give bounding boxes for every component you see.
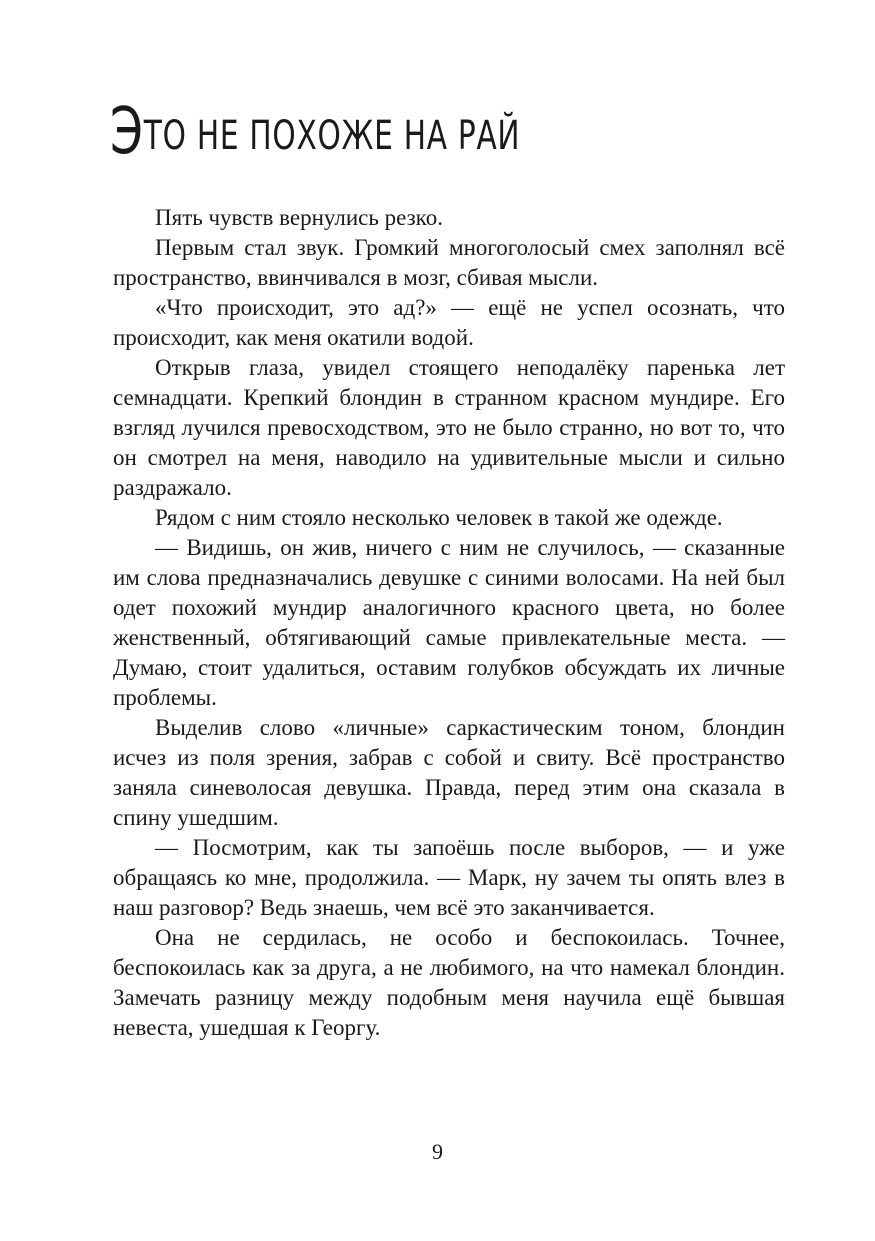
paragraph: Выделив слово «личные» саркастическим тоном, блондин исчез из поля зрения, забрав с собой и свиту. Всё пространство заняла синеволосая девушка. Правда, перед этим она сказала в спину ушедшим. xyxy=(113,715,785,830)
paragraph: «Что происходит, это ад?» — ещё не успел осознать, что происходит, как меня окатили водой. xyxy=(113,295,785,350)
page-number: 9 xyxy=(432,1139,443,1164)
chapter-body xyxy=(113,203,785,1043)
paragraph: — Видишь, он жив, ничего с ним не случилось, — сказанные им слова предназначались девушке с синими волосами. На ней был одет похожий мундир аналогичного красного цвета, но более женственный, обтягивающий самые привлекательные места. — Думаю, стоит удалиться, оставим голубков обсуждать их личные проблемы. xyxy=(113,535,785,710)
paragraph: Рядом с ним стояло несколько человек в такой же одежде. xyxy=(155,505,723,530)
chapter-title-initial: Э xyxy=(110,95,144,169)
paragraph: Она не сердилась, не особо и беспокоилась. Точнее, беспокоилась как за друга, а не любимого, на что намекал блондин. Замечать разницу между подобным меня научила ещё бывшая невеста, ушедшая к Георгу. xyxy=(113,925,785,1040)
paragraph: Открыв глаза, увидел стоящего неподалёку паренька лет семнадцати. Крепкий блондин в странном красном мундире. Его взгляд лучился превосходством, это не было странно, но вот то, что он смотрел на меня, наводило на удивительные мысли и сильно раздражало. xyxy=(113,355,785,500)
chapter-title-rest: ТО НЕ ПОХОЖЕ НА РАЙ xyxy=(143,113,521,159)
paragraph: Первым стал звук. Громкий многоголосый смех заполнял всё пространство, ввинчивался в мозг, сбивая мысли. xyxy=(113,235,785,290)
chapter-title xyxy=(110,95,521,169)
paragraph: — Посмотрим, как ты запоёшь после выборов, — и уже обращаясь ко мне, продолжила. — Марк, ну зачем ты опять влез в наш разговор? Ведь знаешь, чем всё это заканчивается. xyxy=(113,835,785,920)
paragraph: Пять чувств вернулись резко. xyxy=(155,205,443,230)
